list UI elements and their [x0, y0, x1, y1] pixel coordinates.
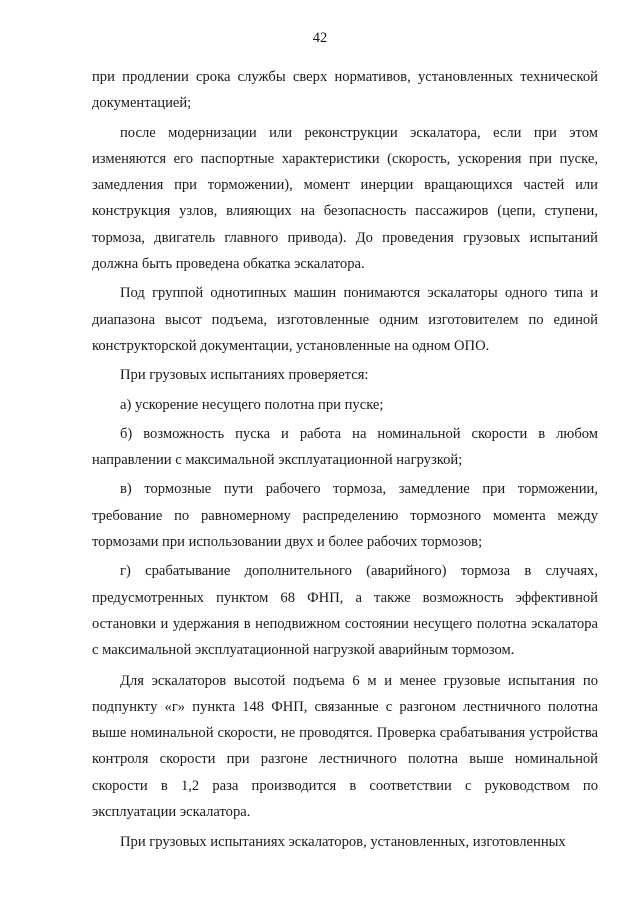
page-number: 42: [312, 30, 328, 46]
paragraph-2: после модернизации или реконструкции эскалатора, если при этом изменяются его паспортные характеристики (скорость, ускорения при пуске, замедления при торможении), момент инерции вращающихся частей или конструкция узлов, влияющих на безопасность пассажиров (цепи, ступени, тормоза, двигатель главного привода). До проведения грузовых испытаний должна быть проведена обкатка эскалатора.: [92, 124, 598, 273]
list-item-v: в) тормозные пути рабочего тормоза, замедление при торможении, требование по равномерному распределению тормозного момента между тормозами при использовании двух и более рабочих тормозов;: [92, 481, 598, 551]
list-item-b: б) возможность пуска и работа на номинальной скорости в любом направлении с максимальной эксплуатационной нагрузкой;: [92, 425, 598, 469]
paragraph-3: Под группой однотипных машин понимаются эскалаторы одного типа и диапазона высот подъема, изготовленные одним изготовителем по единой конструкторской документации, установленные на одном ОПО.: [92, 285, 598, 354]
paragraph-1: при продлении срока службы сверх нормативов, установленных технической документацией;: [92, 69, 598, 112]
list-item-g: г) срабатывание дополнительного (аварийного) тормоза в случаях, предусмотренных пунктом 68 ФНП, а также возможность эффективной остановки и удержания в неподвижном состоянии несущего полотна эскалатора с максимальной эксплуатационной нагрузкой аварийным тормозом.: [92, 563, 598, 659]
paragraph-escalator-6m: Для эскалаторов высотой подъема 6 м и менее грузовые испытания по подпункту «г» пункта 148 ФНП, связанные с разгоном лестничного полотна выше номинальной скорости, не проводятся. Проверка срабатывания устройства контроля скорости при разгоне лестничного полотна выше номинальной скорости в 1,2 раза производится в соответствии с руководством по эксплуатации эскалатора.: [92, 672, 598, 821]
list-item-a: а) ускорение несущего полотна при пуске;: [120, 396, 384, 413]
document-body: [92, 64, 598, 859]
paragraph-final: При грузовых испытаниях эскалаторов, установленных, изготовленных: [120, 834, 566, 851]
paragraph-4: При грузовых испытаниях проверяется:: [120, 367, 369, 384]
